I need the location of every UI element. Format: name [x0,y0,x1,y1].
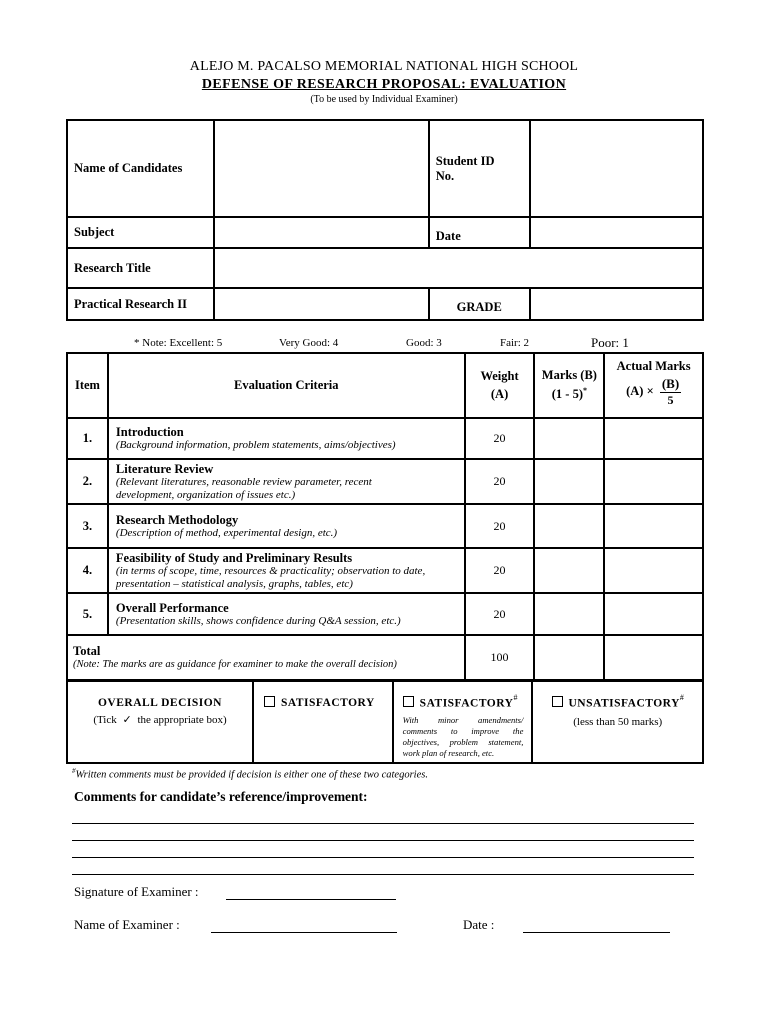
satisfactory-option[interactable]: SATISFACTORY [253,681,393,763]
table-row: 2. Literature Review (Relevant literatures, reasonable review parameter, recent development, organization of issues etc.) 20 [67,459,703,504]
table-row: 4. Feasibility of Study and Preliminary Results (in terms of scope, time, resources & practicality; observation to date, presentation – statistical analysis, graphs, tables, etc) 20 [67,548,703,593]
marks-input[interactable] [534,418,604,459]
subject-label: Subject [67,217,214,248]
practical-research-field[interactable] [214,288,429,320]
note-excellent: * Note: Excellent: 5 [134,337,223,349]
student-id-label: Student ID No. [429,120,530,217]
footnote: #Written comments must be provided if decision is either one of these two categories. [72,767,428,781]
comment-line[interactable] [72,823,694,824]
examiner-name-label: Name of Examiner : [74,917,180,932]
note-good: Good: 3 [406,337,442,349]
date-signature-field[interactable] [523,932,670,933]
total-actual-input[interactable] [604,635,703,680]
actual-marks-header: Actual Marks (A) × $\frac{(B)}{5}$ [604,353,703,418]
tick-icon: ✓ [122,714,132,726]
criteria-cell: Literature Review (Relevant literatures, reasonable review parameter, recent development, organization of issues etc.) [108,459,465,504]
table-row: 1. Introduction (Background information, problem statements, aims/objectives) 20 [67,418,703,459]
marks-header: Marks (B) (1 - 5)* [534,353,604,418]
total-weight: 100 [465,635,535,680]
total-row [67,635,703,680]
marks-fraction: $\frac{(B)}{5}$ [661,376,680,407]
research-title-label: Research Title [67,248,214,288]
marks-input[interactable] [534,548,604,593]
student-id-field[interactable] [530,120,703,217]
decision-table [66,680,704,764]
candidate-info-table [66,119,704,321]
criteria-cell: Overall Performance (Presentation skills, shows confidence during Q&A session, etc.) [108,593,465,635]
signature-label: Signature of Examiner : [74,884,199,899]
comment-line[interactable] [72,874,694,875]
actual-marks-input[interactable] [604,418,703,459]
marks-input[interactable] [534,593,604,635]
total-cell: Total (Note: The marks are as guidance for examiner to make the overall decision) [67,635,465,680]
weight-header: Weight (A) [465,353,535,418]
table-row: 3. Research Methodology (Description of method, experimental design, etc.) 20 [67,504,703,548]
research-title-field[interactable] [214,248,703,288]
item-header: Item [67,353,108,418]
table-row: 5. Overall Performance (Presentation skills, shows confidence during Q&A session, etc.) 20 [67,593,703,635]
name-field[interactable] [214,120,429,217]
grade-label: GRADE [429,288,530,320]
actual-marks-input[interactable] [604,548,703,593]
note-poor: Poor: 1 [591,335,629,350]
grade-field[interactable] [530,288,703,320]
comment-line[interactable] [72,857,694,858]
checkbox-icon[interactable] [403,696,414,707]
actual-marks-input[interactable] [604,459,703,504]
criteria-cell: Research Methodology (Description of method, experimental design, etc.) [108,504,465,548]
criteria-header: Evaluation Criteria [108,353,465,418]
criteria-cell: Feasibility of Study and Preliminary Results (in terms of scope, time, resources & practicality; observation to date, presentation – statistical analysis, graphs, tables, etc) [108,548,465,593]
date-signature-label: Date : [463,917,495,932]
comment-line[interactable] [72,840,694,841]
unsatisfactory-option[interactable]: UNSATISFACTORY# (less than 50 marks) [532,681,703,763]
practical-research-label: Practical Research II [67,288,214,320]
satisfactory-minor-option[interactable]: SATISFACTORY# With minor amendments/ comments to improve the objectives, problem statement, work plan of research, etc. [393,681,533,763]
total-marks-input[interactable] [534,635,604,680]
note-fair: Fair: 2 [500,337,530,349]
comments-title: Comments for candidate’s reference/improvement: [74,789,368,804]
marks-input[interactable] [534,459,604,504]
name-label: Name of Candidates [67,120,214,217]
form-subtitle: (To be used by Individual Examiner) [310,94,458,105]
actual-marks-input[interactable] [604,593,703,635]
note-very-good: Very Good: 4 [279,337,339,349]
checkbox-icon[interactable] [552,696,563,707]
form-title: DEFENSE OF RESEARCH PROPOSAL: EVALUATION [201,77,567,92]
subject-field[interactable] [214,217,429,248]
criteria-cell: Introduction (Background information, problem statements, aims/objectives) [108,418,465,459]
signature-field[interactable] [226,899,396,900]
checkbox-icon[interactable] [264,696,275,707]
marks-input[interactable] [534,504,604,548]
date-field[interactable] [530,217,703,248]
evaluation-table [66,352,704,681]
actual-marks-input[interactable] [604,504,703,548]
examiner-name-field[interactable] [211,932,397,933]
overall-decision-cell: OVERALL DECISION (Tick ✓ the appropriate box) [67,681,253,763]
school-name: ALEJO M. PACALSO MEMORIAL NATIONAL HIGH SCHOOL [189,59,579,74]
date-label: Date [429,217,530,248]
